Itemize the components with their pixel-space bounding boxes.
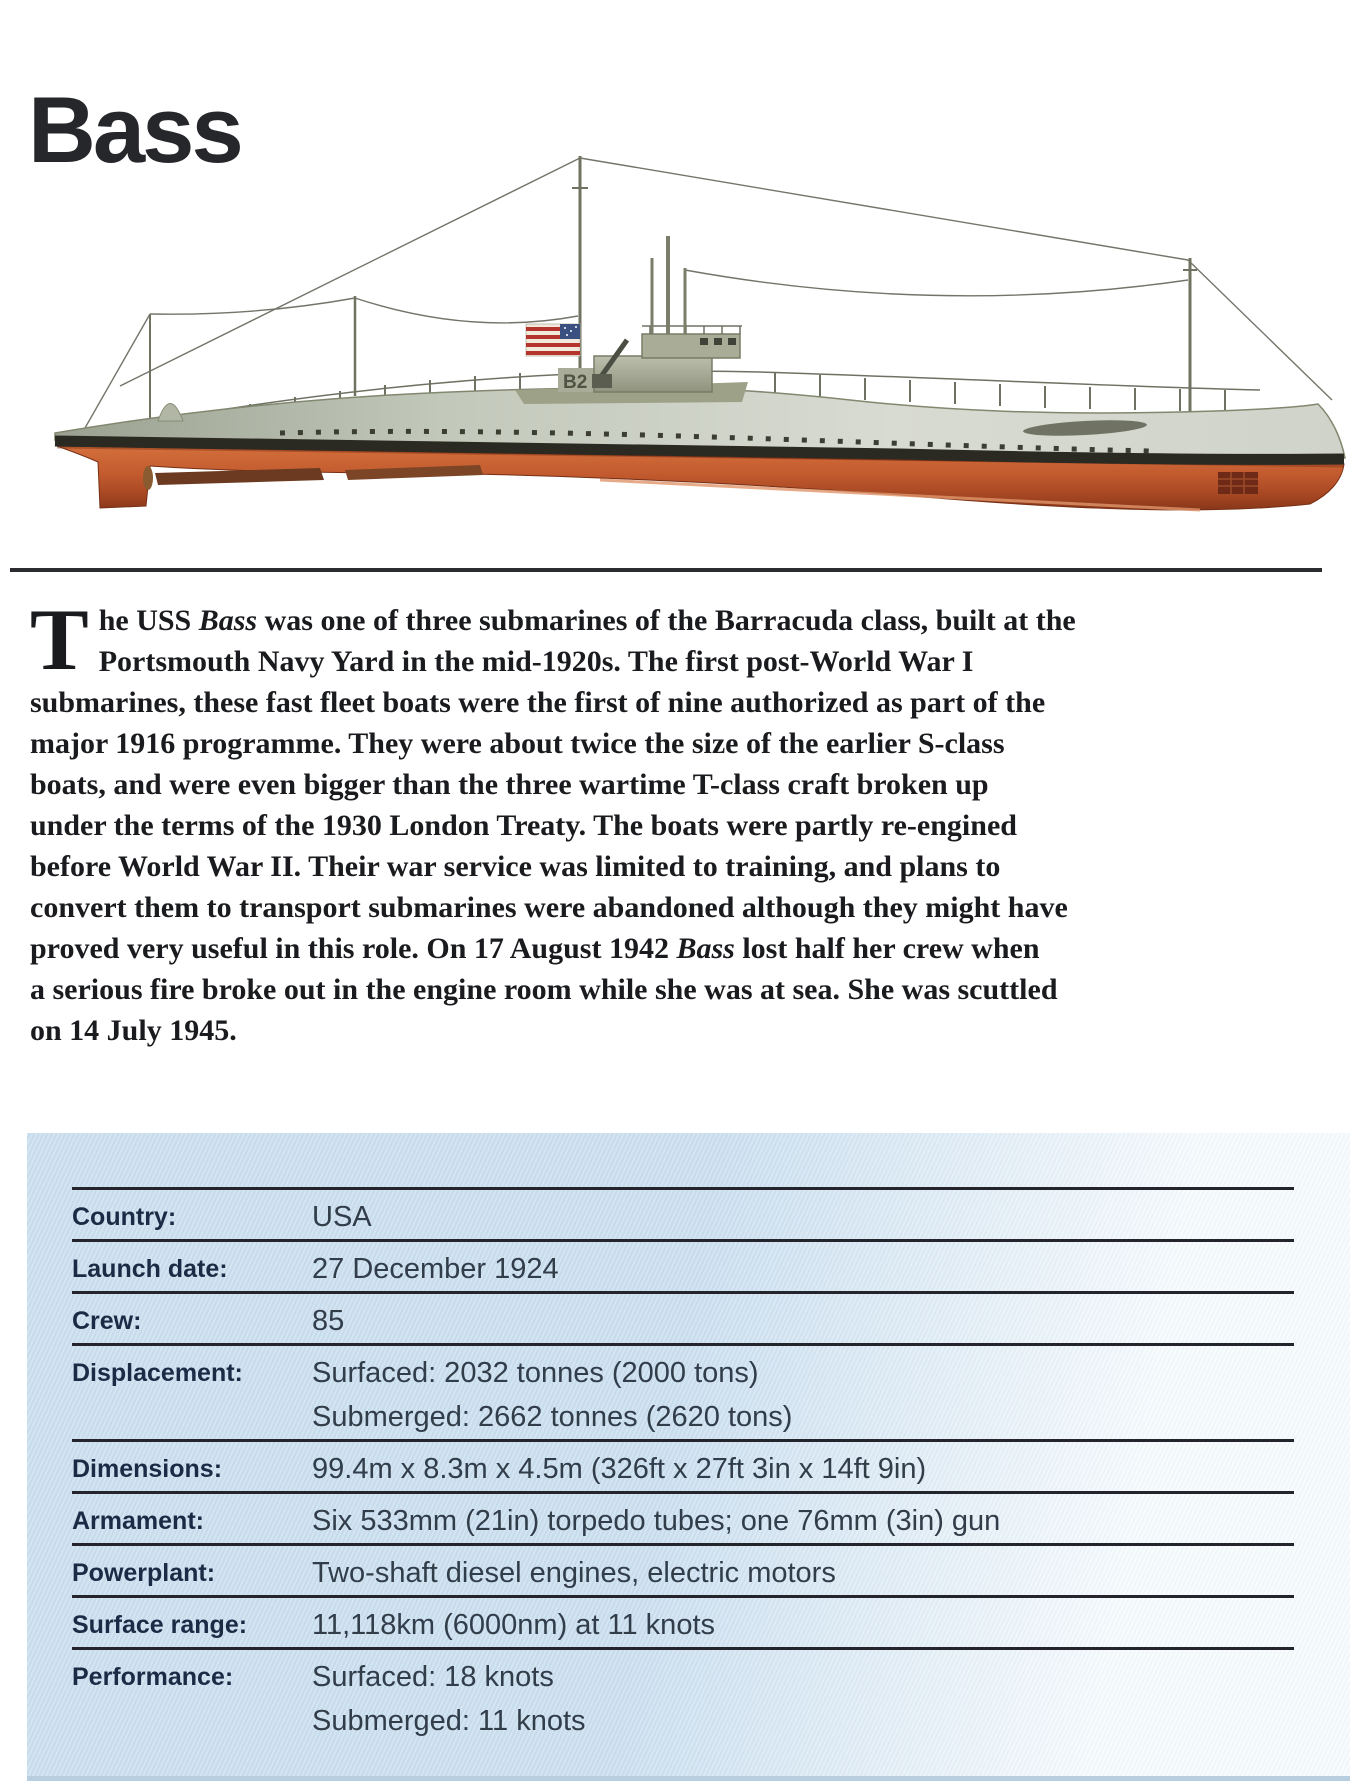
spec-label: Displacement:	[72, 1359, 243, 1387]
spec-row	[72, 1543, 1294, 1595]
submarine-drawing	[0, 128, 1350, 530]
propeller	[143, 466, 153, 490]
paragraph-line: a serious fire broke out in the engine room while she was at sea. She was scuttled	[30, 973, 1058, 1006]
spec-values	[312, 1551, 1294, 1595]
page-title: Bass	[28, 76, 241, 182]
spec-values	[312, 1195, 1294, 1239]
panel-bottom-edge	[27, 1776, 1350, 1781]
spec-label: Armament:	[72, 1507, 204, 1535]
spec-value: USA	[312, 1201, 372, 1233]
spec-row	[72, 1291, 1294, 1343]
paragraph-line: before World War II. Their war service was limited to training, and plans to	[30, 850, 1001, 883]
paragraph-line: he USS Bass was one of three submarines of the Barracuda class, built at the	[98, 604, 1076, 637]
spec-row	[72, 1343, 1294, 1439]
specs-panel	[27, 1133, 1350, 1781]
article-paragraph	[30, 592, 1170, 1051]
spec-label: Surface range:	[72, 1611, 248, 1639]
paragraph-line: submarines, these fast fleet boats were the first of nine authorized as part of the	[30, 686, 1046, 719]
spec-values	[312, 1499, 1294, 1543]
spec-row	[72, 1187, 1294, 1239]
us-flag-icon	[526, 324, 580, 356]
paragraph-line: Portsmouth Navy Yard in the mid-1920s. The first post-World War I	[98, 645, 974, 678]
spec-label: Powerplant:	[72, 1559, 216, 1587]
spec-label: Dimensions:	[72, 1455, 223, 1483]
spec-value: Submerged: 2662 tonnes (2620 tons)	[312, 1401, 793, 1433]
spec-values	[312, 1447, 1294, 1491]
paragraph-line: under the terms of the 1930 London Treaty. The boats were partly re-engined	[30, 809, 1017, 842]
spec-values	[312, 1351, 1294, 1439]
spec-label: Crew:	[72, 1307, 142, 1335]
spec-value: Two-shaft diesel engines, electric motors	[312, 1557, 836, 1589]
spec-row	[72, 1647, 1294, 1743]
spec-values	[312, 1299, 1294, 1343]
spec-values	[312, 1603, 1294, 1647]
spec-row	[72, 1491, 1294, 1543]
spec-row	[72, 1239, 1294, 1291]
bow-hatch	[1218, 472, 1258, 494]
spec-row	[72, 1595, 1294, 1647]
spec-value: 27 December 1924	[312, 1253, 559, 1285]
hull-number-marking: B2	[563, 372, 588, 393]
spec-value: Six 533mm (21in) torpedo tubes; one 76mm (3in) gun	[312, 1505, 1001, 1537]
spec-values	[312, 1655, 1294, 1743]
paragraph-line: major 1916 programme. They were about twice the size of the earlier S-class	[30, 727, 1005, 760]
paragraph-line: convert them to transport submarines were abandoned although they might have	[30, 891, 1068, 924]
article-lines	[30, 592, 1170, 1051]
spec-label: Country:	[72, 1203, 177, 1231]
spec-values	[312, 1247, 1294, 1291]
spec-value: Submerged: 11 knots	[312, 1705, 586, 1737]
spec-value: 11,118km (6000nm) at 11 knots	[312, 1609, 715, 1641]
spec-value: Surfaced: 18 knots	[312, 1661, 554, 1693]
spec-value: Surfaced: 2032 tonnes (2000 tons)	[312, 1357, 759, 1389]
specs-table	[72, 1187, 1294, 1743]
stern-ventilator	[158, 404, 183, 422]
paragraph-line: boats, and were even bigger than the three wartime T-class craft broken up	[30, 768, 989, 801]
drop-cap: T	[30, 592, 89, 689]
submarine-illustration	[0, 128, 1350, 530]
spec-value: 99.4m x 8.3m x 4.5m (326ft x 27ft 3in x 14ft 9in)	[312, 1453, 927, 1485]
spec-row	[72, 1439, 1294, 1491]
separator-rule	[10, 568, 1322, 572]
paragraph-line: on 14 July 1945.	[30, 1014, 237, 1047]
spec-value: 85	[312, 1305, 345, 1337]
spec-label: Performance:	[72, 1663, 234, 1691]
spec-label: Launch date:	[72, 1255, 228, 1283]
paragraph-line: proved very useful in this role. On 17 August 1942 Bass lost half her crew when	[30, 932, 1040, 965]
